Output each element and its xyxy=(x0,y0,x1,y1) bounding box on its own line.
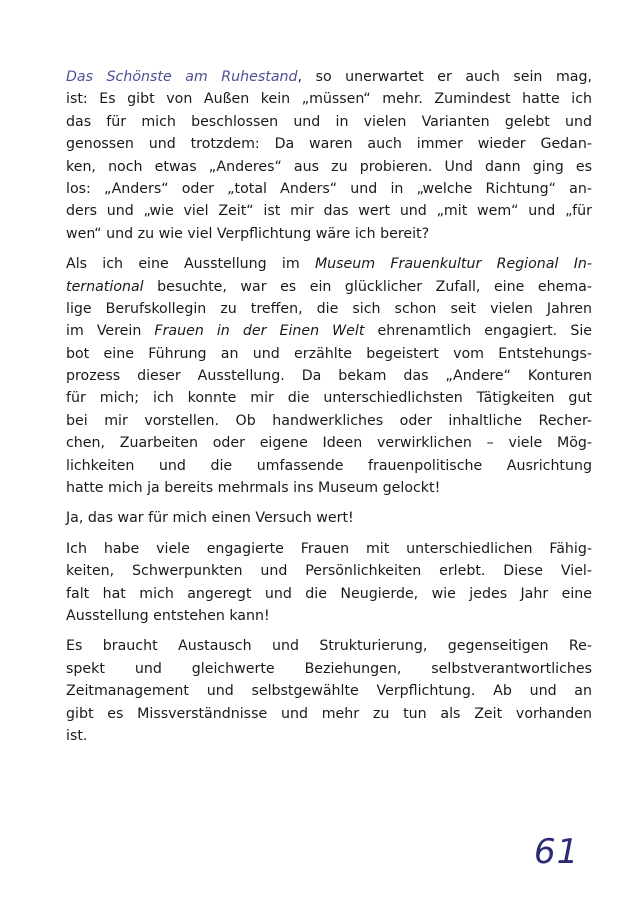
text-segment: Als ich eine Ausstellung im xyxy=(66,256,315,273)
text-line xyxy=(66,320,592,342)
text-segment: ders und „wie viel Zeit“ ist mir das wert und „mit wem“ und „für xyxy=(66,203,592,220)
page-number: 61 xyxy=(534,832,580,872)
text-line xyxy=(66,455,592,477)
paragraph xyxy=(66,507,592,529)
text-line xyxy=(66,703,592,725)
italic-text: Museum Frauenkultur Regional In- xyxy=(314,256,592,273)
italic-text: ternational xyxy=(66,278,144,295)
text-segment: keiten, Schwerpunkten und Persönlichkeiten erlebt. Diese Viel- xyxy=(66,563,592,580)
text-line xyxy=(66,680,592,702)
text-line xyxy=(66,343,592,365)
text-line xyxy=(66,725,592,747)
text-line xyxy=(66,178,592,200)
text-segment: ist: Es gibt von Außen kein „müssen“ mehr. Zumindest hatte ich xyxy=(66,91,592,108)
paragraph xyxy=(66,538,592,628)
paragraph xyxy=(66,66,592,245)
text-line xyxy=(66,200,592,222)
text-line xyxy=(66,66,592,88)
text-segment: für mich; ich konnte mir die unterschiedlichsten Tätigkeiten gut xyxy=(66,390,592,407)
text-segment: ehrenamtlich engagiert. Sie xyxy=(364,323,592,340)
text-line xyxy=(66,583,592,605)
text-segment: lichkeiten und die umfassende frauenpolitische Ausrichtung xyxy=(66,457,592,474)
text-segment: Ausstellung entstehen kann! xyxy=(66,607,270,624)
text-segment: wen“ und zu wie viel Verpflichtung wäre ich bereit? xyxy=(66,225,430,242)
text-segment: Ja, das war für mich einen Versuch wert! xyxy=(66,510,354,527)
text-segment: prozess dieser Ausstellung. Da bekam das „Andere“ Konturen xyxy=(66,368,592,385)
text-line xyxy=(66,276,592,298)
paragraph xyxy=(66,253,592,499)
text-line xyxy=(66,111,592,133)
text-segment: chen, Zuarbeiten oder eigene Ideen verwirklichen – viele Mög- xyxy=(66,435,592,452)
text-line xyxy=(66,658,592,680)
italic-text: Das Schönste am Ruhestand xyxy=(66,69,298,85)
text-line xyxy=(66,156,592,178)
body-text xyxy=(66,66,592,755)
text-segment: ken, noch etwas „Anderes“ aus zu probieren. Und dann ging es xyxy=(66,158,592,175)
text-line xyxy=(66,477,592,499)
text-line xyxy=(66,253,592,275)
text-line xyxy=(66,538,592,560)
text-line xyxy=(66,507,592,529)
text-segment: gibt es Missverständnisse und mehr zu tun als Zeit vorhanden xyxy=(66,705,592,722)
text-segment: spekt und gleichwerte Beziehungen, selbstverantwortliches xyxy=(66,660,592,677)
text-line xyxy=(66,387,592,409)
text-segment: bot eine Führung an und erzählte begeistert vom Entstehungs- xyxy=(66,345,592,362)
text-segment: hatte mich ja bereits mehrmals ins Museum gelockt! xyxy=(66,480,441,497)
text-segment: genossen und trotzdem: Da waren auch immer wieder Gedan- xyxy=(66,136,592,153)
text-line xyxy=(66,133,592,155)
text-line xyxy=(66,365,592,387)
text-line xyxy=(66,605,592,627)
text-line xyxy=(66,223,592,245)
text-segment: lige Berufskollegin zu treffen, die sich schon seit vielen Jahren xyxy=(66,300,592,317)
text-line xyxy=(66,410,592,432)
text-segment: los: „Anders“ oder „total Anders“ und in „welche Richtung“ an- xyxy=(66,180,592,197)
paragraph xyxy=(66,635,592,747)
text-segment: Ich habe viele engagierte Frauen mit unterschiedlichen Fähig- xyxy=(66,540,592,557)
text-segment: Zeitmanagement und selbstgewählte Verpflichtung. Ab und an xyxy=(66,683,592,700)
text-segment: bei mir vorstellen. Ob handwerkliches oder inhaltliche Recher- xyxy=(66,412,592,429)
text-line xyxy=(66,88,592,110)
text-segment: besuchte, war es ein glücklicher Zufall, eine ehema- xyxy=(143,278,592,295)
text-line xyxy=(66,298,592,320)
text-segment: Es braucht Austausch und Strukturierung, gegenseitigen Re- xyxy=(66,638,592,655)
text-segment: falt hat mich angeregt und die Neugierde, wie jedes Jahr eine xyxy=(66,585,592,602)
text-segment: im Verein xyxy=(66,323,155,340)
italic-text: Frauen in der Einen Welt xyxy=(154,323,365,340)
text-segment: ist. xyxy=(66,727,88,744)
text-segment: , so unerwartet er auch sein mag, xyxy=(297,69,592,85)
text-line xyxy=(66,432,592,454)
text-line xyxy=(66,560,592,582)
text-segment: das für mich beschlossen und in vielen Varianten gelebt und xyxy=(66,113,592,130)
text-line xyxy=(66,635,592,657)
